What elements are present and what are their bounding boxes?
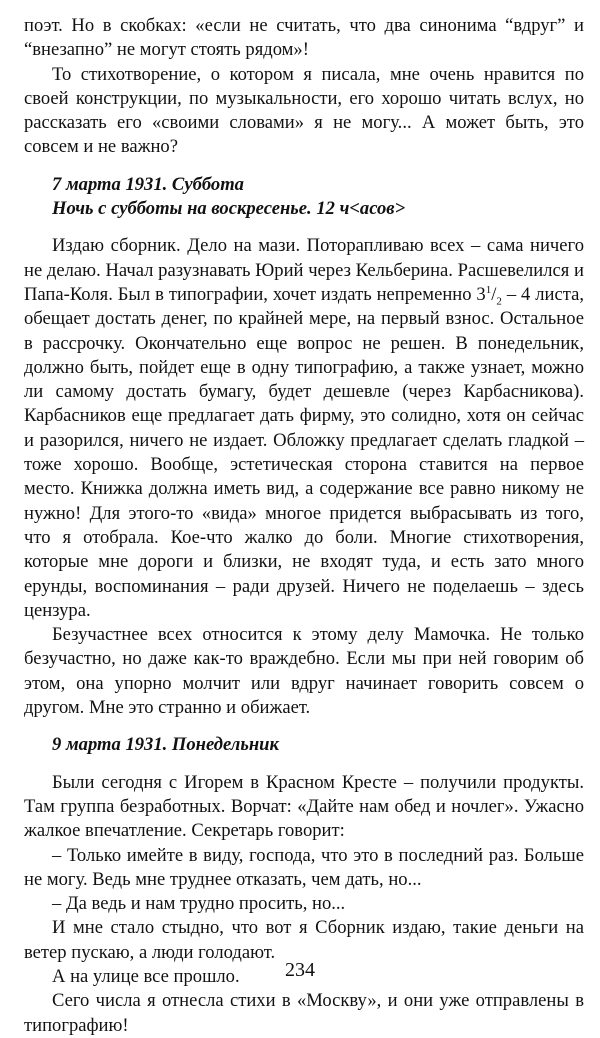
paragraph-moskva: Сего числа я отнесла стихи в «Москву», и они уже отправлены в типографию! bbox=[24, 990, 584, 1036]
paragraph-text-rest: – 4 листа, обещает достать денег, по крайней мере, на первый взнос. Остальное в рассрочку. Окончательно еще вопрос не решен. В понедельник, должно быть, пойдет еще в одну типографию, а также узнает, можно ли самому достать бумагу, будет дешевле (через Карбасникова). Карбасников еще предлагает дать фирму, это солидно, хотя он сейчас и разорился, ничего не издает. Обложку предлагает сделать гладкой – тоже хорошо. Вообще, эстетическая сторона ставится на первое место. Книжка должна иметь вид, а содержание все равно никому не нужно! Для этого-то «вида» многое придется выбрасывать из того, что я отобрала. Кое-что жалко до боли. Многие стихотворения, которые мне дороги и близки, не входят туда, и есть зато много ерунды, воспоминания – ради друзей. Ничего не поделаешь – здесь цензура. bbox=[24, 283, 584, 621]
book-page bbox=[24, 14, 584, 1038]
entry-date-heading: 9 марта 1931. Понедельник bbox=[52, 734, 279, 756]
entry-date-heading: 7 марта 1931. Суббота bbox=[52, 173, 244, 195]
fraction-separator: / bbox=[491, 283, 497, 305]
fraction-numerator: 1 bbox=[485, 283, 492, 296]
entry-time-subheading: Ночь с субботы на воскресенье. 12 ч<асов> bbox=[52, 198, 406, 220]
paragraph-book-publishing bbox=[24, 234, 584, 623]
paragraph-dialogue-secretary: – Только имейте в виду, господа, что это в последний раз. Больше не могу. Ведь мне труднее отказать, чем дать, но... bbox=[24, 844, 584, 890]
paragraph-mother-attitude: Безучастнее всех относится к этому делу Мамочка. Не только безучастно, но даже как-то враждебно. Если мы при ней говорим об этом, она упорно молчит или вдруг начинает говорить совсем о другом. Мне это странно и обижает. bbox=[24, 624, 584, 719]
paragraph-street: А на улице все прошло. bbox=[52, 965, 240, 987]
fraction-denominator: 2 bbox=[496, 295, 502, 308]
paragraph-red-cross: Были сегодня с Игорем в Красном Кресте – получили продукты. Там группа безработных. Ворчат: «Дайте нам обед и ночлег». Ужасно жалкое впечатление. Секретарь говорит: bbox=[24, 771, 584, 842]
page-number: 234 bbox=[285, 959, 315, 981]
paragraph-shame: И мне стало стыдно, что вот я Сборник издаю, такие деньги на ветер пускаю, а люди голодают. bbox=[24, 917, 584, 963]
paragraph-continued: поэт. Но в скобках: «если не считать, что два синонима “вдруг” и “внезапно” не могут стоять рядом»! bbox=[24, 15, 584, 61]
paragraph-text-start: Издаю сборник. Дело на мази. Поторапливаю всех – сама ничего не делаю. Начал разузнавать Юрий через Кельберина. Расшевелился и Папа-Коля. Был в типографии, хочет издать непременно 3 bbox=[24, 235, 584, 305]
paragraph-poem-reflection: То стихотворение, о котором я писала, мне очень нравится по своей конструкции, по музыкальности, его хорошо читать вслух, но рассказать его «своими словами» я не могу... А может быть, это совсем и не важно? bbox=[24, 63, 584, 158]
paragraph-dialogue-reply: – Да ведь и нам трудно просить, но... bbox=[52, 893, 346, 915]
